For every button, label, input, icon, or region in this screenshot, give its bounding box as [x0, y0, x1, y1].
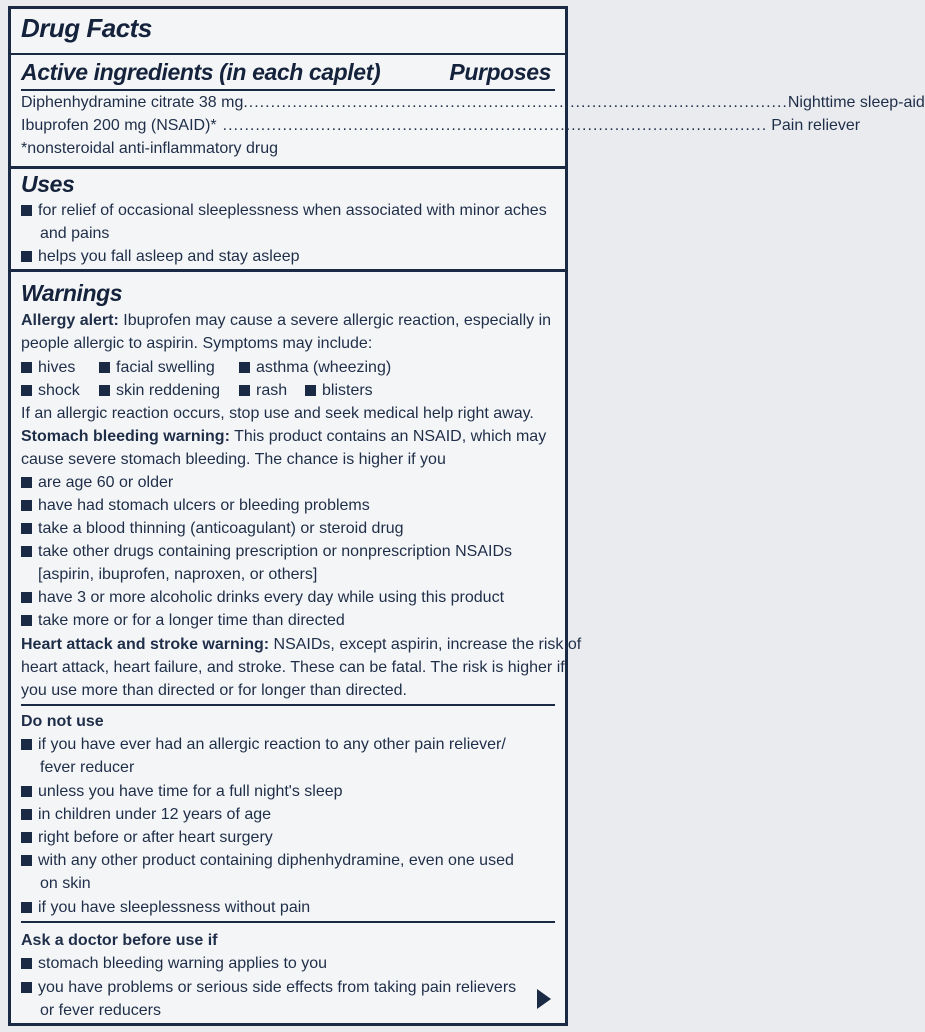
do-not-use-item-continued: fever reducer	[40, 759, 135, 776]
purposes-heading: Purposes	[449, 59, 551, 85]
stomach-item: take more or for a longer time than directed	[21, 609, 551, 632]
ask-doctor-item: stomach bleeding warning applies to you	[21, 952, 551, 975]
symptom: facial swelling	[116, 359, 215, 376]
uses-item-continued: and pains	[40, 225, 110, 242]
bullet-icon	[21, 500, 32, 511]
active-ingredients-heading: Active ingredients (in each caplet)	[21, 59, 381, 85]
bullet-icon	[21, 362, 32, 373]
do-not-use-item: right before or after heart surgery	[21, 826, 551, 849]
section-divider	[11, 166, 565, 169]
stomach-warning-line: cause severe stomach bleeding. The chance is higher if you	[21, 451, 446, 468]
bullet-icon	[21, 786, 32, 797]
bullet-icon	[305, 385, 316, 396]
ingredient-row-2	[21, 114, 861, 137]
bullet-icon	[21, 546, 32, 557]
title-divider	[11, 53, 565, 55]
symptom: skin reddening	[116, 382, 221, 399]
ask-doctor-item-continued: or fever reducers	[40, 1002, 161, 1019]
leader-dots: ....................................................................................................	[222, 117, 768, 134]
bullet-icon	[21, 251, 32, 262]
do-not-use-item: in children under 12 years of age	[21, 803, 551, 826]
stomach-item-continued: [aspirin, ibuprofen, naproxen, or others]	[38, 566, 318, 583]
warnings-heading: Warnings	[21, 280, 123, 306]
stomach-item: take a blood thinning (anticoagulant) or steroid drug	[21, 517, 551, 540]
uses-item: helps you fall asleep and stay asleep	[21, 245, 551, 268]
allergy-followup: If an allergic reaction occurs, stop use and seek medical help right away.	[21, 405, 534, 422]
symptoms-row	[21, 356, 551, 379]
bullet-icon	[21, 385, 32, 396]
ask-doctor-heading: Ask a doctor before use if	[21, 932, 218, 949]
symptom: blisters	[322, 382, 373, 399]
do-not-use-item: with any other product containing diphenhydramine, even one used	[21, 849, 551, 872]
ingredient-name: Ibuprofen 200 mg (NSAID)*	[21, 117, 217, 134]
bullet-icon	[21, 809, 32, 820]
stomach-item: have had stomach ulcers or bleeding problems	[21, 494, 551, 517]
ingredient-name: Diphenhydramine citrate 38 mg	[21, 94, 244, 111]
symptom: rash	[256, 382, 288, 399]
bullet-icon	[21, 958, 32, 969]
symptoms-row	[21, 379, 551, 402]
stomach-item: have 3 or more alcoholic drinks every day while using this product	[21, 586, 551, 609]
ingredient-row-1	[21, 91, 925, 114]
bullet-icon	[99, 385, 110, 396]
bullet-icon	[21, 592, 32, 603]
bullet-icon	[21, 615, 32, 626]
subsection-divider	[21, 921, 555, 923]
stomach-item: take other drugs containing prescription or nonprescription NSAIDs	[21, 540, 551, 563]
bullet-icon	[21, 739, 32, 750]
bullet-icon	[21, 855, 32, 866]
allergy-alert-line: people allergic to aspirin. Symptoms may include:	[21, 335, 373, 352]
heart-warning-line: heart attack, heart failure, and stroke. These can be fatal. The risk is higher if	[21, 659, 565, 676]
ingredient-footnote: *nonsteroidal anti-inflammatory drug	[21, 140, 279, 157]
heart-warning-line: Heart attack and stroke warning: NSAIDs, except aspirin, increase the risk of	[21, 636, 582, 653]
bullet-icon	[21, 523, 32, 534]
leader-dots: ....................................................................................................	[243, 94, 788, 111]
continue-arrow-icon	[537, 989, 551, 1009]
drug-facts-title: Drug Facts	[21, 13, 152, 43]
bullet-icon	[21, 982, 32, 993]
bullet-icon	[21, 902, 32, 913]
ingredient-purpose: Pain reliever	[771, 117, 861, 134]
ask-doctor-item: you have problems or serious side effects from taking pain relievers	[21, 976, 551, 999]
allergy-alert-line: Allergy alert: Ibuprofen may cause a severe allergic reaction, especially in	[21, 312, 552, 329]
do-not-use-item: unless you have time for a full night's sleep	[21, 780, 551, 803]
do-not-use-item: if you have ever had an allergic reaction to any other pain reliever/	[21, 733, 551, 756]
bullet-icon	[21, 477, 32, 488]
section-divider	[11, 269, 565, 272]
do-not-use-item-continued: on skin	[40, 875, 91, 892]
bullet-icon	[21, 832, 32, 843]
uses-item: for relief of occasional sleeplessness when associated with minor aches	[21, 199, 551, 222]
drug-facts-label	[8, 6, 925, 1026]
ingredient-purpose: Nighttime sleep-aid	[787, 94, 925, 111]
symptom: hives	[38, 359, 76, 376]
subsection-divider	[21, 704, 555, 706]
bullet-icon	[239, 362, 250, 373]
bullet-icon	[239, 385, 250, 396]
bullet-icon	[99, 362, 110, 373]
uses-heading: Uses	[21, 171, 75, 197]
do-not-use-item: if you have sleeplessness without pain	[21, 896, 551, 919]
stomach-item: are age 60 or older	[21, 471, 551, 494]
symptom: shock	[38, 382, 80, 399]
do-not-use-heading: Do not use	[21, 713, 104, 730]
stomach-warning-line: Stomach bleeding warning: This product contains an NSAID, which may	[21, 428, 547, 445]
bullet-icon	[21, 205, 32, 216]
heart-warning-line: you use more than directed or for longer than directed.	[21, 682, 407, 699]
symptom: asthma (wheezing)	[256, 359, 392, 376]
